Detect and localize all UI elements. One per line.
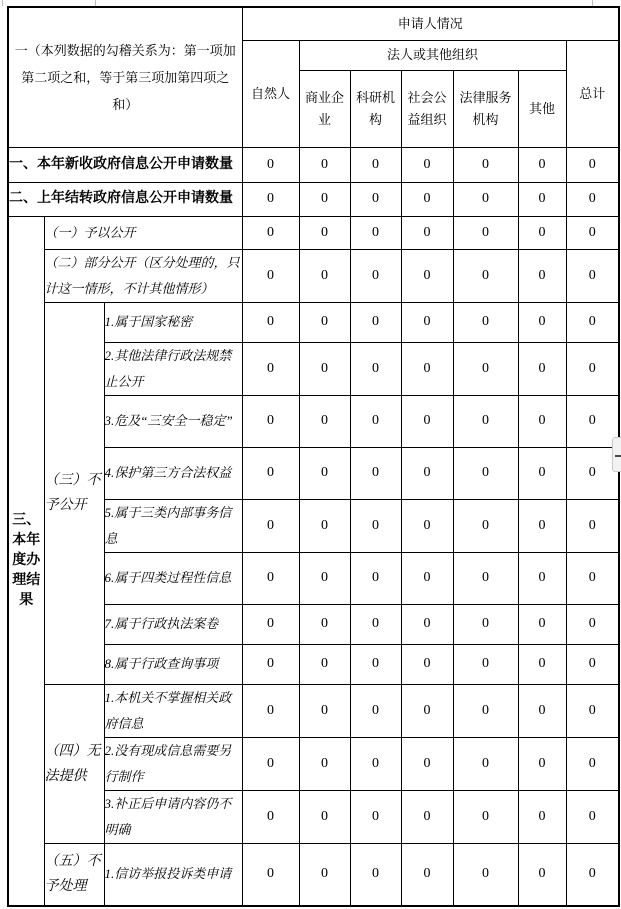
- disclosure-report-table: [7, 6, 620, 907]
- value-cell: 0: [566, 737, 619, 790]
- value-cell: 0: [299, 552, 350, 604]
- value-cell: 0: [350, 447, 401, 499]
- header-research-institution: 科研机构: [350, 70, 401, 147]
- value-cell: 0: [401, 447, 453, 499]
- header-natural-person: 自然人: [242, 40, 299, 147]
- header-legal-org: 法人或其他组织: [299, 40, 566, 70]
- value-cell: 0: [350, 147, 401, 182]
- value-cell: 0: [453, 552, 518, 604]
- grid-fragment-tick: [2, 0, 3, 6]
- value-cell: 0: [401, 342, 453, 395]
- value-cell: 0: [518, 182, 566, 216]
- header-total: 总计: [566, 40, 619, 147]
- value-cell: 0: [242, 182, 299, 216]
- row-label-denied-4: 4.保护第三方合法权益: [104, 447, 242, 499]
- value-cell: 0: [518, 447, 566, 499]
- value-cell: 0: [350, 182, 401, 216]
- header-legal-service: 法律服务机构: [453, 70, 518, 147]
- value-cell: 0: [401, 499, 453, 552]
- value-cell: 0: [453, 644, 518, 684]
- value-cell: 0: [299, 843, 350, 906]
- value-cell: 0: [299, 499, 350, 552]
- group-label-not-processed-text: （五）不予处理: [44, 853, 101, 894]
- value-cell: 0: [566, 147, 619, 182]
- value-cell: 0: [242, 644, 299, 684]
- value-cell: 0: [242, 684, 299, 737]
- value-cell: 0: [299, 684, 350, 737]
- value-cell: 0: [350, 644, 401, 684]
- value-cell: 0: [566, 684, 619, 737]
- value-cell: 0: [350, 790, 401, 843]
- row-label-not-processed-1: 1.信访举报投诉类申请: [104, 843, 242, 906]
- value-cell: 0: [518, 395, 566, 447]
- value-cell: 0: [518, 302, 566, 342]
- row-label-new-requests: 一、本年新收政府信息公开申请数量: [8, 147, 242, 182]
- value-cell: 0: [401, 843, 453, 906]
- row-label-denied-2: 2.其他法律行政法规禁止公开: [104, 342, 242, 395]
- value-cell: 0: [518, 790, 566, 843]
- value-cell: 0: [299, 302, 350, 342]
- value-cell: 0: [518, 684, 566, 737]
- value-cell: 0: [242, 790, 299, 843]
- value-cell: 0: [518, 843, 566, 906]
- value-cell: 0: [401, 790, 453, 843]
- value-cell: 0: [299, 216, 350, 249]
- value-cell: 0: [242, 737, 299, 790]
- row-label-denied-7: 7.属于行政执法案卷: [104, 604, 242, 644]
- value-cell: 0: [350, 843, 401, 906]
- value-cell: 0: [453, 790, 518, 843]
- value-cell: 0: [453, 302, 518, 342]
- value-cell: 0: [401, 216, 453, 249]
- value-cell: 0: [401, 604, 453, 644]
- value-cell: 0: [566, 843, 619, 906]
- value-cell: 0: [518, 604, 566, 644]
- header-applicant-status: 申请人情况: [242, 7, 619, 40]
- group-label-denied: （三）不予公开: [44, 302, 104, 684]
- value-cell: 0: [453, 182, 518, 216]
- value-cell: 0: [518, 342, 566, 395]
- value-cell: 0: [299, 249, 350, 302]
- value-cell: 0: [350, 249, 401, 302]
- value-cell: 0: [299, 604, 350, 644]
- value-cell: 0: [401, 552, 453, 604]
- header-business-enterprise: 商业企业: [299, 70, 350, 147]
- header-social-org: 社会公益组织: [401, 70, 453, 147]
- value-cell: 0: [566, 552, 619, 604]
- value-cell: 0: [518, 147, 566, 182]
- value-cell: 0: [566, 499, 619, 552]
- value-cell: 0: [401, 147, 453, 182]
- value-cell: 0: [299, 447, 350, 499]
- value-cell: 0: [453, 395, 518, 447]
- value-cell: 0: [566, 249, 619, 302]
- value-cell: 0: [566, 216, 619, 249]
- value-cell: 0: [566, 342, 619, 395]
- value-cell: 0: [453, 147, 518, 182]
- value-cell: 0: [401, 182, 453, 216]
- value-cell: 0: [453, 604, 518, 644]
- value-cell: 0: [242, 843, 299, 906]
- value-cell: 0: [453, 342, 518, 395]
- row-label-unable-2: 2.没有现成信息需要另行制作: [104, 737, 242, 790]
- value-cell: 0: [299, 737, 350, 790]
- value-cell: 0: [518, 216, 566, 249]
- value-cell: 0: [350, 342, 401, 395]
- value-cell: 0: [518, 737, 566, 790]
- value-cell: 0: [566, 447, 619, 499]
- value-cell: 0: [566, 604, 619, 644]
- value-cell: 0: [299, 182, 350, 216]
- value-cell: 0: [242, 552, 299, 604]
- value-cell: 0: [242, 342, 299, 395]
- row-label-denied-8: 8.属于行政查询事项: [104, 644, 242, 684]
- value-cell: 0: [350, 552, 401, 604]
- value-cell: 0: [350, 684, 401, 737]
- value-cell: 0: [401, 737, 453, 790]
- value-cell: 0: [242, 395, 299, 447]
- value-cell: 0: [242, 249, 299, 302]
- value-cell: 0: [299, 790, 350, 843]
- value-cell: 0: [566, 182, 619, 216]
- value-cell: 0: [242, 499, 299, 552]
- value-cell: 0: [299, 644, 350, 684]
- value-cell: 0: [242, 216, 299, 249]
- value-cell: 0: [299, 395, 350, 447]
- row-label-unable-3: 3.补正后申请内容仍不明确: [104, 790, 242, 843]
- row-label-granted: （一）予以公开: [44, 216, 242, 249]
- value-cell: 0: [242, 604, 299, 644]
- row-label-partial: （二）部分公开（区分处理的，只计这一情形，不计其他情形）: [44, 249, 242, 302]
- corner-note: 一（本列数据的勾稽关系为：第一项加 第二项之和，等于第三项加第四项之 和）: [8, 7, 242, 147]
- value-cell: 0: [350, 302, 401, 342]
- value-cell: 0: [350, 216, 401, 249]
- scrollbar-thumb[interactable]: [612, 437, 621, 472]
- value-cell: 0: [401, 302, 453, 342]
- value-cell: 0: [242, 447, 299, 499]
- value-cell: 0: [401, 395, 453, 447]
- row-label-denied-1: 1.属于国家秘密: [104, 302, 242, 342]
- value-cell: 0: [518, 249, 566, 302]
- value-cell: 0: [350, 395, 401, 447]
- value-cell: 0: [518, 552, 566, 604]
- value-cell: 0: [453, 249, 518, 302]
- value-cell: 0: [453, 499, 518, 552]
- value-cell: 0: [518, 644, 566, 684]
- value-cell: 0: [401, 684, 453, 737]
- section-label-annual-results: 三、本年度办理结果: [8, 216, 44, 906]
- value-cell: 0: [350, 604, 401, 644]
- value-cell: 0: [453, 216, 518, 249]
- group-label-unable: （四）无法提供: [44, 684, 104, 843]
- row-label-carried-over: 二、上年结转政府信息公开申请数量: [8, 182, 242, 216]
- value-cell: 0: [350, 499, 401, 552]
- value-cell: 0: [566, 790, 619, 843]
- value-cell: 0: [453, 447, 518, 499]
- value-cell: 0: [299, 342, 350, 395]
- value-cell: 0: [566, 395, 619, 447]
- header-other: 其他: [518, 70, 566, 147]
- row-label-denied-5: 5.属于三类内部事务信息: [104, 499, 242, 552]
- value-cell: 0: [566, 302, 619, 342]
- value-cell: 0: [401, 644, 453, 684]
- group-label-not-processed: [44, 843, 104, 906]
- value-cell: 0: [518, 499, 566, 552]
- row-label-unable-1: 1.本机关不掌握相关政府信息: [104, 684, 242, 737]
- value-cell: 0: [350, 737, 401, 790]
- value-cell: 0: [453, 843, 518, 906]
- value-cell: 0: [566, 644, 619, 684]
- value-cell: 0: [453, 684, 518, 737]
- row-label-denied-3: 3.危及“三安全一稳定”: [104, 395, 242, 447]
- row-label-denied-6: 6.属于四类过程性信息: [104, 552, 242, 604]
- value-cell: 0: [242, 302, 299, 342]
- value-cell: 0: [453, 737, 518, 790]
- value-cell: 0: [242, 147, 299, 182]
- value-cell: 0: [401, 249, 453, 302]
- value-cell: 0: [299, 147, 350, 182]
- scrollbar-thumb-dash: [615, 455, 621, 457]
